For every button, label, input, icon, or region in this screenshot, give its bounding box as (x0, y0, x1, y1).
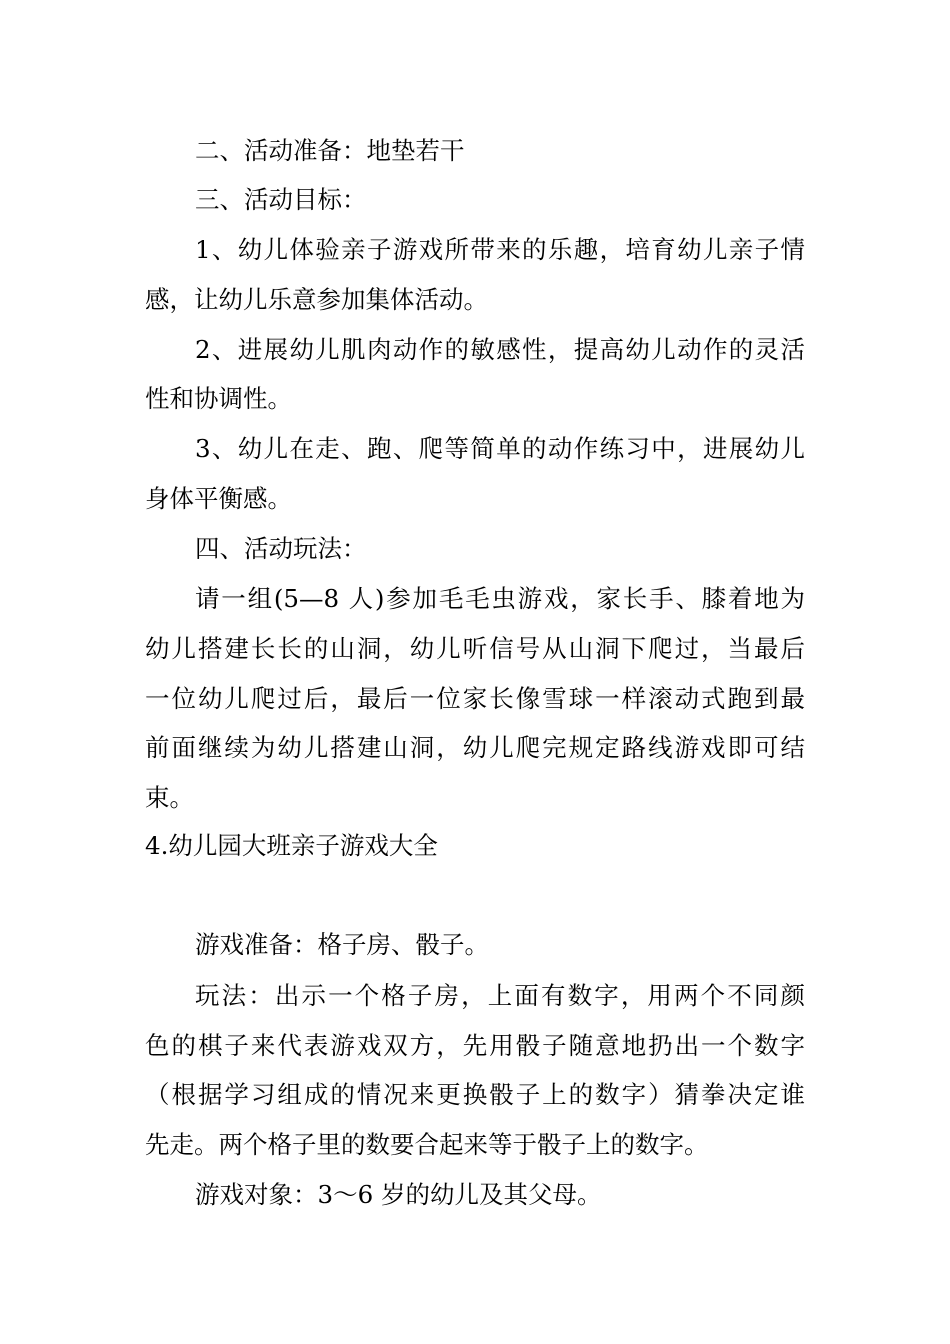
rules-line-2: 色的棋子来代表游戏双方，先用骰子随意地扔出一个数字 (145, 1031, 805, 1060)
section-heading-gameplay: 四、活动玩法： (195, 534, 367, 563)
goal-1-line-2: 感，让幼儿乐意参加集体活动。 (145, 285, 488, 314)
section-heading-preparation: 二、活动准备：地垫若干 (195, 136, 465, 165)
goal-3-line-1: 3、幼儿在走、跑、爬等简单的动作练习中，进展幼儿 (195, 434, 805, 463)
article-title: 4.幼儿园大班亲子游戏大全 (145, 831, 438, 860)
game-audience: 游戏对象：3～6 岁的幼儿及其父母。 (195, 1180, 602, 1209)
gameplay-line-1: 请一组(5—8 人)参加毛毛虫游戏，家长手、膝着地为 (195, 584, 805, 613)
goal-2-line-1: 2、进展幼儿肌肉动作的敏感性，提高幼儿动作的灵活 (195, 335, 805, 364)
rules-line-1: 玩法：出示一个格子房，上面有数字，用两个不同颜 (195, 981, 805, 1010)
goal-2-line-2: 性和协调性。 (145, 384, 292, 413)
goal-1-line-1: 1、幼儿体验亲子游戏所带来的乐趣，培育幼儿亲子情 (195, 235, 805, 264)
gameplay-line-3: 一位幼儿爬过后，最后一位家长像雪球一样滚动式跑到最 (145, 684, 805, 713)
gameplay-line-5: 束。 (145, 783, 194, 812)
goal-3-line-2: 身体平衡感。 (145, 484, 292, 513)
rules-line-3: （根据学习组成的情况来更换骰子上的数字）猜拳决定谁 (145, 1080, 805, 1109)
game-preparation: 游戏准备：格子房、骰子。 (195, 930, 489, 959)
gameplay-line-4: 前面继续为幼儿搭建山洞，幼儿爬完规定路线游戏即可结 (145, 733, 805, 762)
section-heading-goals: 三、活动目标： (195, 185, 367, 214)
gameplay-line-2: 幼儿搭建长长的山洞，幼儿听信号从山洞下爬过，当最后 (145, 634, 805, 663)
rules-line-4: 先走。两个格子里的数要合起来等于骰子上的数字。 (145, 1130, 709, 1159)
